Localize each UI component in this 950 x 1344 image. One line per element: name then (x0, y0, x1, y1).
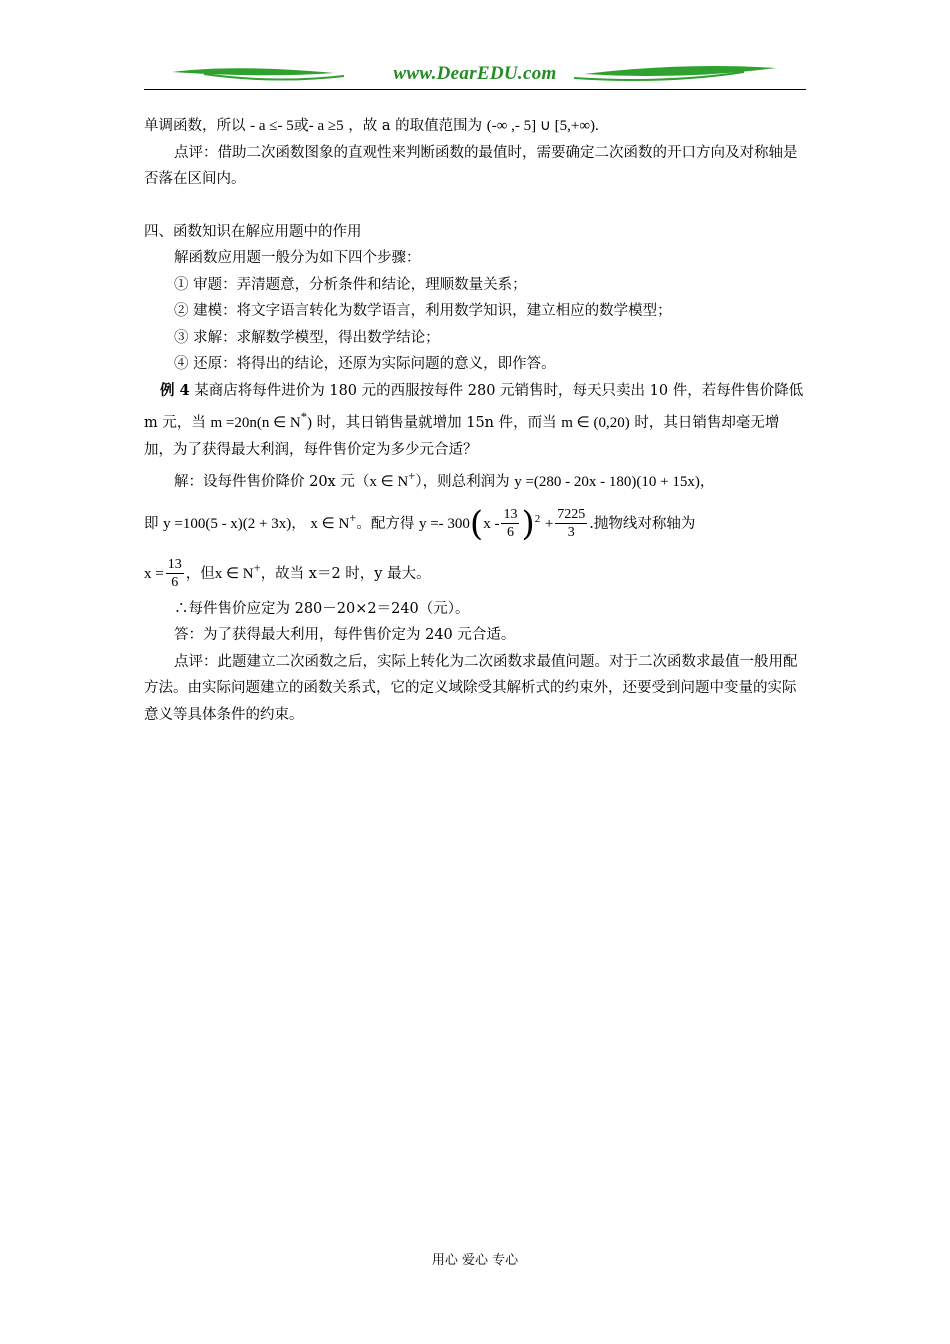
solution-line-3: x = $\frac{13}{6}$ ，但x ∈ N+，故当 x＝2 时，y 最大。 (144, 557, 431, 590)
fraction-7225-3: $\frac{7225}{3}$ (557, 507, 586, 540)
math-profit-expression: y =(280 - 20x - 180)(10 + 15x) (514, 474, 700, 490)
math-m-interval: m ∈ (0,20) (561, 415, 630, 431)
step-3: ③ 求解：求解数学模型，得出数学结论； (174, 329, 440, 346)
page-header (144, 58, 806, 92)
example-label: 例 4 (160, 381, 190, 399)
site-logo-text: www.DearEDU.com (393, 63, 557, 84)
conclusion: ∴每件售价应定为 280－20×2＝240（元）。 (174, 600, 470, 617)
text: 某商店将每件进价为 180 元的西服按每件 280 元销售时，每天只卖出 10 件，若每件售价降低 m 元，当 (144, 382, 804, 431)
fraction-13-6: $\frac{13}{6}$ (503, 507, 518, 540)
section-4-intro: 解函数应用题一般分为如下四个步骤： (174, 250, 421, 266)
comment-2: 点评：此题建立二次函数之后，实际上转化为二次函数求最值问题。对于二次函数求最值一般用配方法。由实际问题建立的函数关系式，它的定义域除受其解析式的约束外，还要受到问题中变量的实际意义等具体条件的约束。 (144, 653, 798, 723)
fraction-13-6: $\frac{13}{6}$ (167, 557, 182, 590)
math-x-domain: x ∈ N+ (369, 469, 416, 490)
math-profit-simplified: y =100(5 - x)(2 + 3x) (163, 515, 292, 532)
line-range-conclusion (144, 113, 808, 140)
comment-1: 点评：借助二次函数图象的直观性来判断函数的最值时，需要确定二次函数的开口方向及对称轴是否落在区间内。 (144, 144, 798, 187)
math-x-domain: x ∈ N+ (310, 510, 357, 532)
text: 单调函数，所以 (144, 118, 246, 134)
header-rule (144, 89, 806, 90)
math-x-domain: x ∈ N+ (214, 560, 261, 582)
text: 时，其日销售量就增加 15n 件，而当 (312, 415, 557, 431)
document-body (144, 113, 808, 728)
step-2: ② 建模：将文字语言转化为数学语言，利用数学知识，建立相应的数学模型； (174, 303, 672, 319)
math-vertex-form: y =- 300 (418, 515, 470, 532)
solution-line-2: 即 y =100(5 - x)(2 + 3x)， x ∈ N+。配方得 y =- 300(x - $\frac{13}{6}$ )$^2$ + $\frac{7225}{3}$ .抛物线对称轴为 (144, 503, 696, 544)
math-inequality: - a ≤- 5或- a ≥5 (250, 118, 344, 134)
text: 时，其日销售却毫无增加，为了获得最大利润，每件售价定为多少元合适？ (144, 415, 780, 458)
solution-line-1: 解：设每件售价降价 20x 元（x ∈ N+），则总利润为 y =(280 - 20x - 180)(10 + 15x)， (174, 469, 715, 490)
step-4: ④ 还原：将得出的结论，还原为实际问题的意义，即作答。 (174, 356, 556, 372)
math-m-condition: m =20n(n ∈ N*) (210, 410, 312, 431)
text: ，故 a 的取值范围为 (348, 118, 483, 134)
math-axis: x = (144, 565, 164, 582)
page-footer: 用心 爱心 专心 (431, 1253, 519, 1268)
math-range: (-∞ ,- 5] ∪ [5,+∞). (486, 118, 599, 134)
step-1: ① 审题：弄清题意，分析条件和结论，理顺数量关系； (174, 276, 527, 293)
answer: 答：为了获得最大利用，每件售价定为 240 元合适。 (174, 627, 516, 643)
example-4 (144, 378, 808, 464)
section-4-title: 四、函数知识在解应用题中的作用 (144, 223, 362, 240)
